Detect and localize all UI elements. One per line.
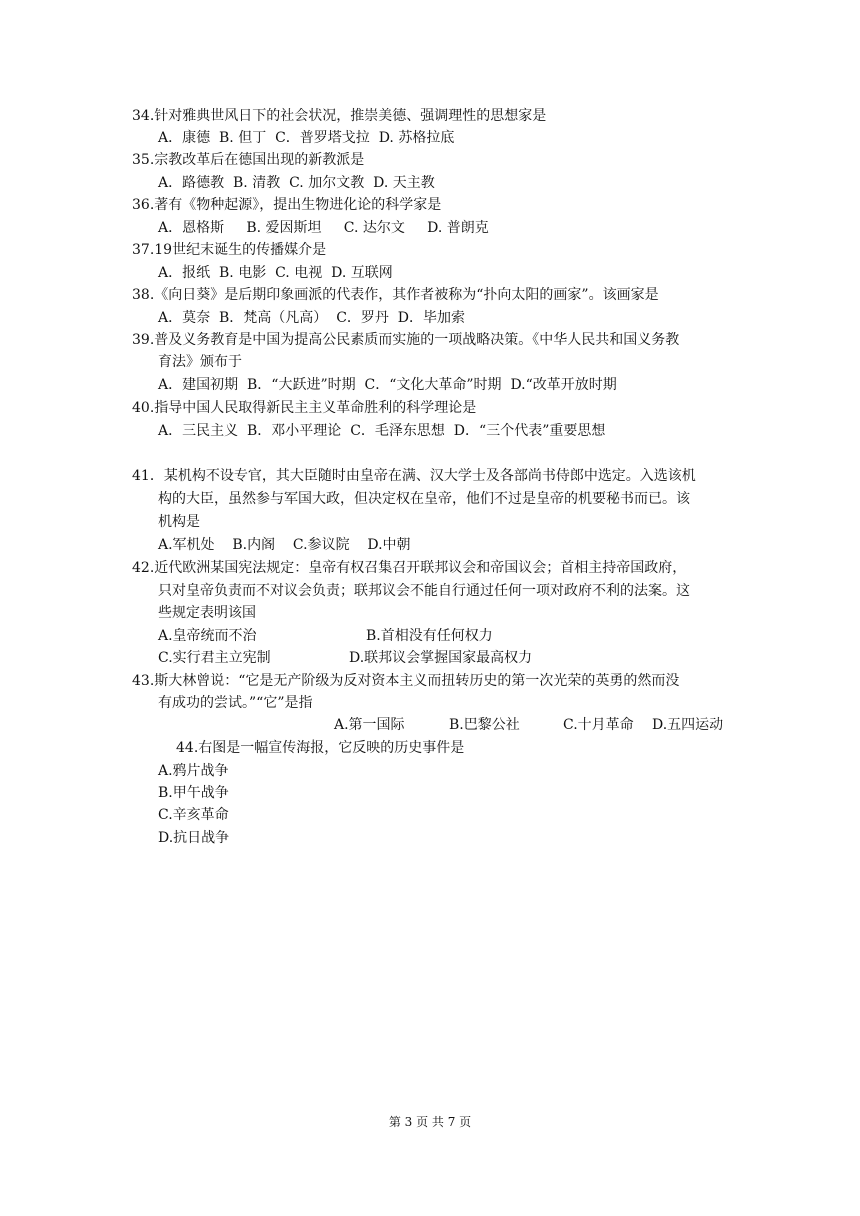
question-42-option-d: D.联邦议会掌握国家最高权力 [349,650,533,666]
question-42-stem-line2: 只对皇帝负责而不对议会负责；联邦议会不能自行通过任何一项对政府不利的法案。这 [158,583,690,599]
question-37-options: A．报纸 B. 电影 C. 电视 D. 互联网 [158,265,393,281]
question-41-stem-line2: 构的大臣，虽然参与军国大政，但决定权在皇帝，他们不过是皇帝的机要秘书而已。该 [158,491,690,507]
question-38-options: A．莫奈 B．梵高（凡高） C．罗丹 D．毕加索 [158,310,466,326]
question-34-options: A．康德 B. 但丁 C．普罗塔戈拉 D. 苏格拉底 [158,130,455,146]
question-41-stem-line3: 机构是 [158,514,200,530]
question-42-stem-line1: 42.近代欧洲某国宪法规定：皇帝有权召集召开联邦议会和帝国议会；首相主持帝国政府， [132,560,687,576]
question-39-options: A．建国初期 B．“大跃进”时期 C．“文化大革命”时期 D.“改革开放时期 [158,377,617,393]
question-35-stem: 35.宗教改革后在德国出现的新教派是 [132,152,365,168]
question-42-stem-line3: 些规定表明该国 [158,605,256,621]
question-41-options: A.军机处 B.内阁 C.参议院 D.中朝 [158,537,411,553]
question-36-stem: 36.著有《物种起源》，提出生物进化论的科学家是 [132,197,442,213]
question-44-option-c: C.辛亥革命 [158,807,229,823]
question-43-option-a: A.第一国际 [334,717,405,733]
question-40-options: A．三民主义 B．邓小平理论 C．毛泽东思想 D．“三个代表”重要思想 [158,423,606,439]
question-42-option-c: C.实行君主立宪制 [158,650,271,666]
question-44-option-a: A.鸦片战争 [158,763,229,779]
question-44-option-b: B.甲午战争 [158,785,229,801]
question-40-stem: 40.指导中国人民取得新民主主义革命胜利的科学理论是 [132,400,477,416]
question-41-stem-line1: 41．某机构不设专官，其大臣随时由皇帝在满、汉大学士及各部尚书侍郎中选定。入选该机 [132,468,696,484]
question-39-stem-line1: 39.普及义务教育是中国为提高公民素质而实施的一项战略决策。《中华人民共和国义务教 [132,332,680,348]
question-39-stem-line2: 育法》颁布于 [158,354,242,370]
question-43-stem-line2: 有成功的尝试。”“它”是指 [158,695,313,711]
page-footer: 第 3 页 共 7 页 [388,1115,472,1129]
question-43-option-c: C.十月革命 [563,717,634,733]
question-36-options: A．恩格斯 B. 爱因斯坦 C. 达尔文 D. 普朗克 [158,220,489,236]
question-37-stem: 37.19世纪末诞生的传播媒介是 [132,242,327,258]
question-35-options: A．路德教 B. 清教 C. 加尔文教 D. 天主教 [158,175,435,191]
question-42-option-a: A.皇帝统而不治 [158,628,257,644]
question-43-stem-line1: 43.斯大林曾说：“它是无产阶级为反对资本主义而扭转历史的第一次光荣的英勇的然而没 [132,673,680,689]
question-38-stem: 38.《向日葵》是后期印象画派的代表作，其作者被称为“扑向太阳的画家”。该画家是 [132,287,659,303]
question-34-stem: 34.针对雅典世风日下的社会状况，推崇美德、强调理性的思想家是 [132,108,547,124]
question-44-option-d: D.抗日战争 [158,830,230,846]
question-44-stem: 44.右图是一幅宣传海报，它反映的历史事件是 [176,740,465,756]
question-43-option-d: D.五四运动 [652,717,724,733]
question-42-option-b: B.首相没有任何权力 [366,628,493,644]
question-43-option-b: B.巴黎公社 [449,717,520,733]
